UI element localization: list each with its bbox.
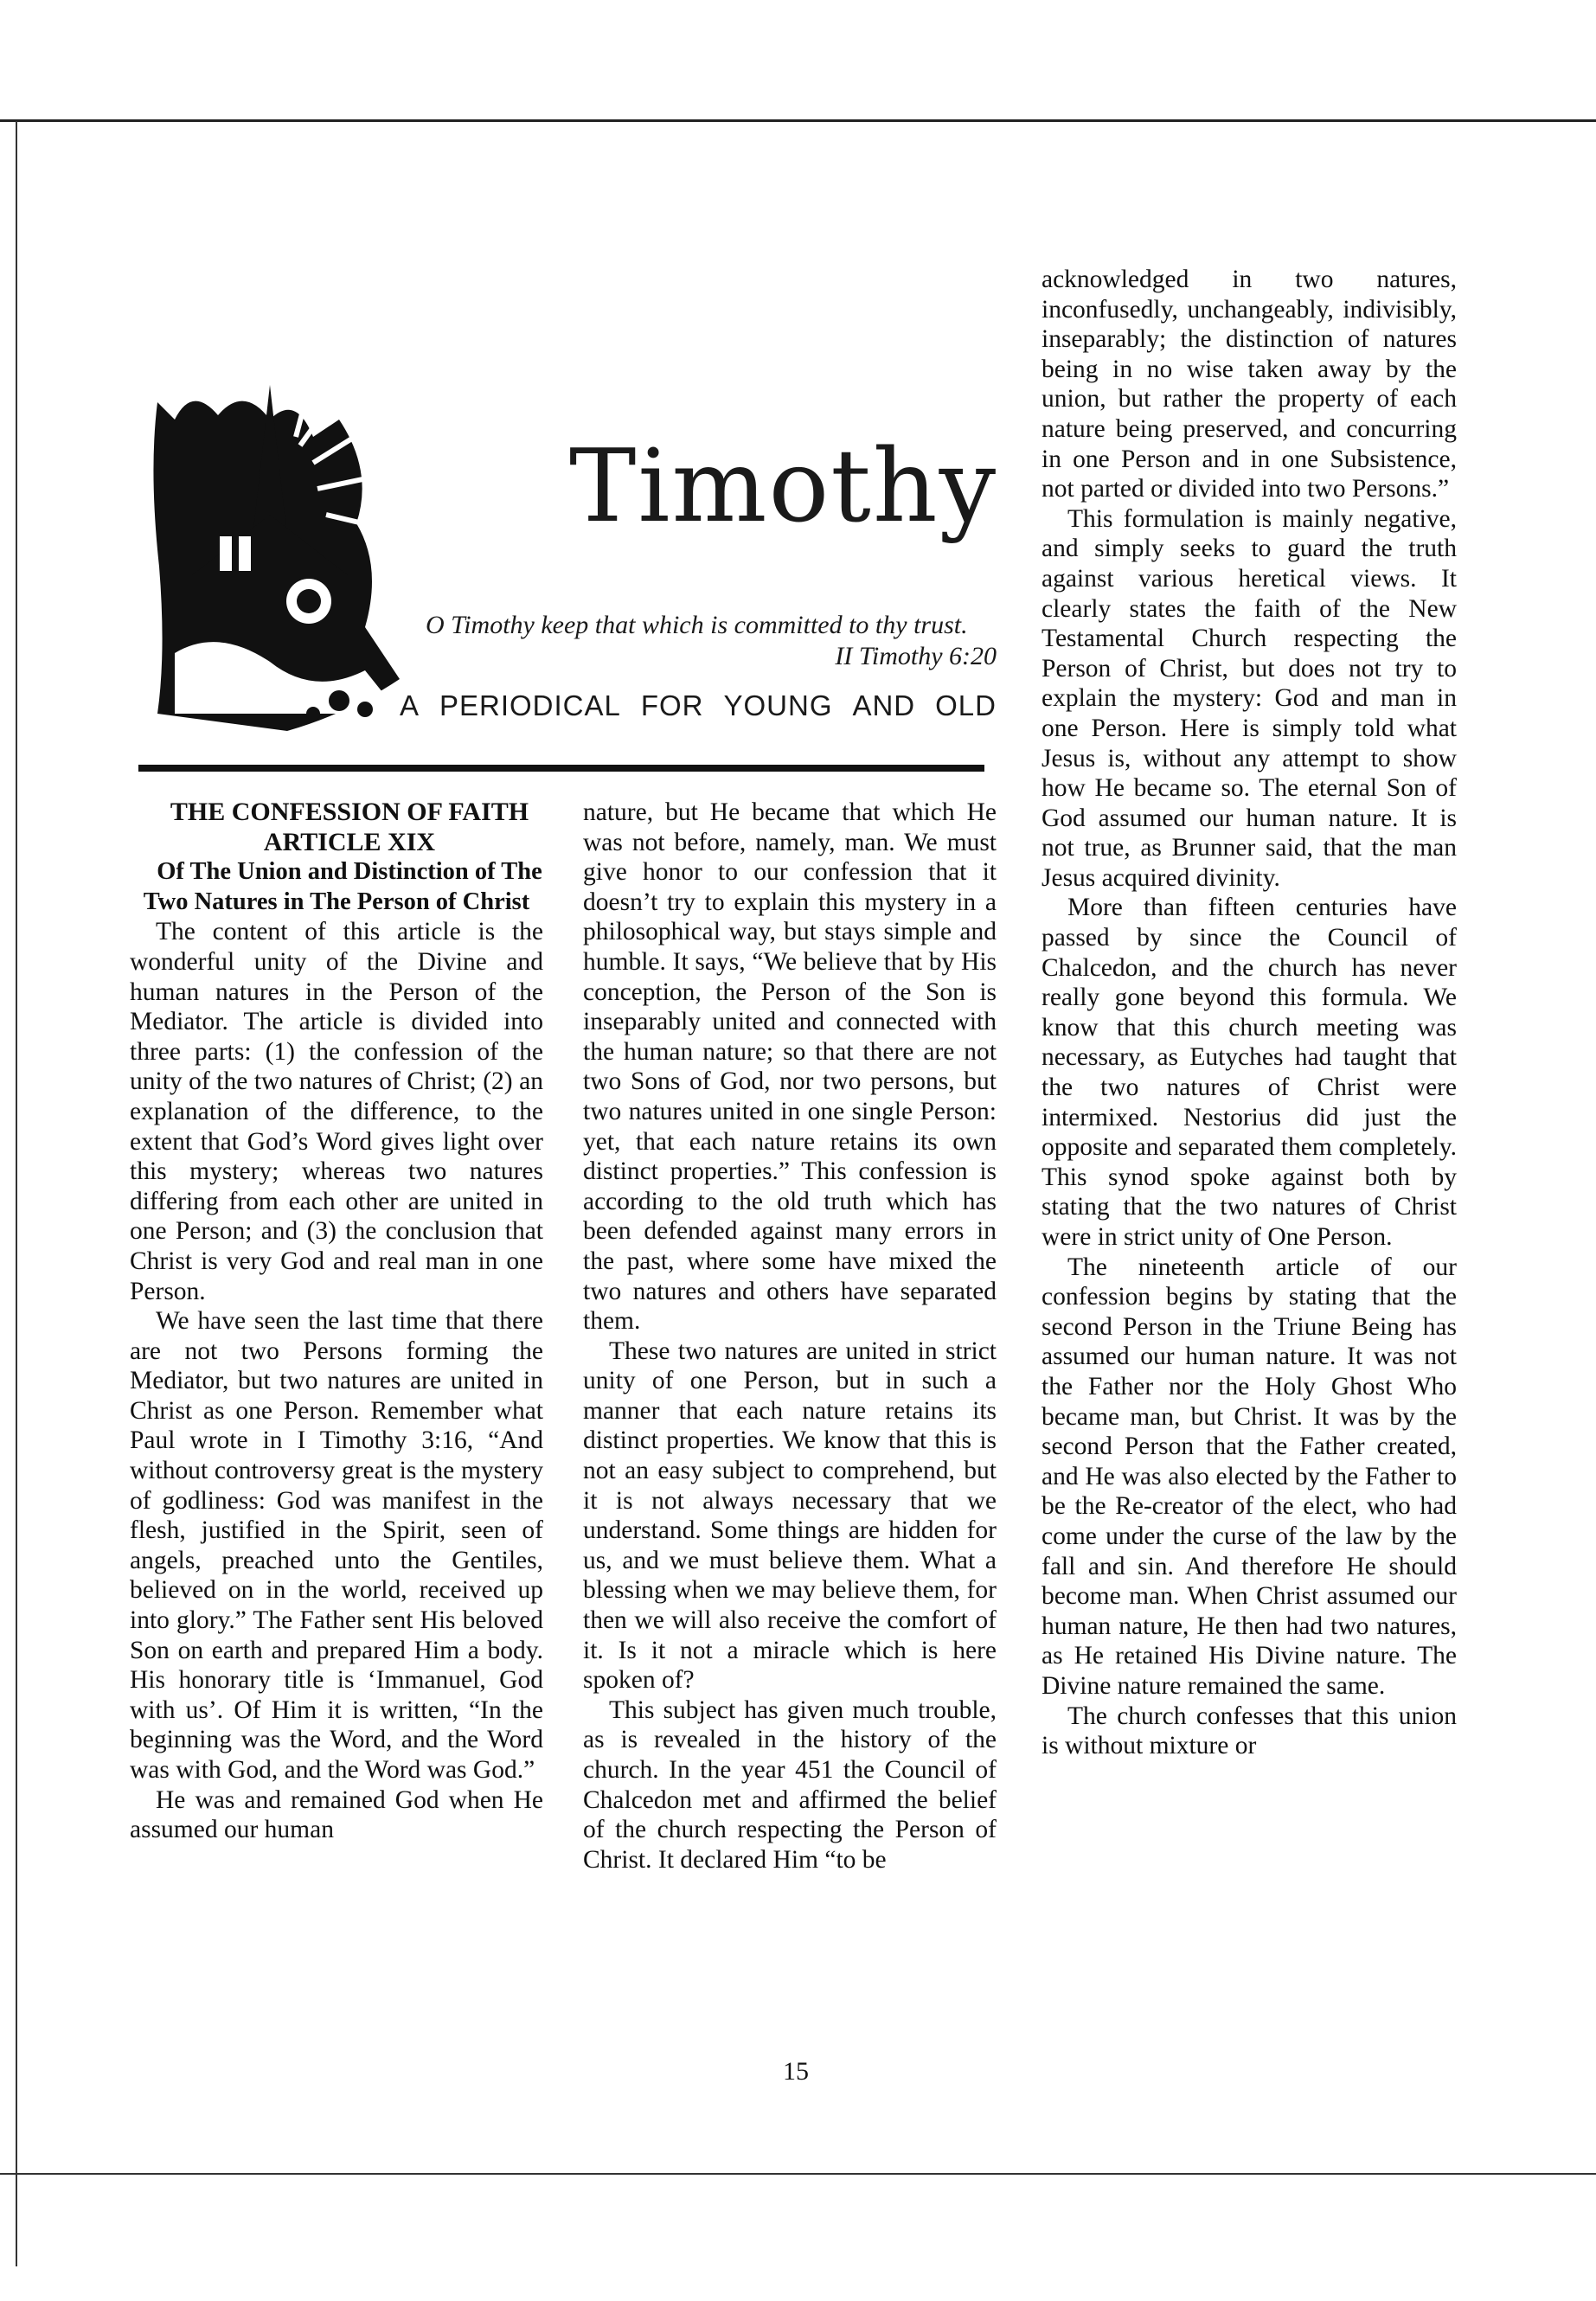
- left-border-line: [16, 121, 17, 2266]
- subtitle-word: OLD: [935, 689, 997, 721]
- paragraph: We have seen the last time that there are not two Persons forming the Mediator, but two natures are united in Christ as one Person. Remember what Paul wrote in I Timothy 3:16, “And without controversy great is the mystery of godliness: God was manifest in the flesh, justified in the Spirit, seen of angels, preached unto the Gentiles, believed on in the world, received up into glory.” The Father sent His beloved Son on earth and prepared Him a body. His honorary title is ‘Immanuel, God with us’. Of Him it is written, “In the beginning was the Word, and the Word was with God, and the Word was God.”: [130, 1307, 543, 1784]
- paragraph: The content of this article is the wonderful unity of the Divine and human natures in the Person of the Mediator. The article is divided into three parts: (1) the confession of the unity of the two natures of Christ; (2) an explanation of the difference, to the extent that God’s Word gives light over this mystery; whereas two natures differing from each other are united in one Person; and (3) the conclusion that Christ is very God and real man in one Person.: [130, 918, 543, 1305]
- text-column-middle: [583, 798, 997, 1875]
- bottom-border-line: [0, 2173, 1596, 2175]
- text-column-left: [130, 798, 543, 1845]
- article-number: ARTICLE XIX: [263, 827, 436, 856]
- subtitle-word: A: [400, 689, 420, 721]
- paragraph: He was and remained God when He assumed our human: [130, 1785, 543, 1844]
- top-border-line: [0, 119, 1596, 122]
- paragraph: The church confesses that this union is without mixture or: [1042, 1702, 1457, 1760]
- masthead-motto: O Timothy keep that which is committed to thy trust.: [426, 611, 968, 639]
- paragraph: The nineteenth article of our confession begins by stating that the second Person in the Triune Being has assumed our human nature. It was not the Father nor the Holy Ghost Who became man, but Christ. It was by the second Person that the Father created, and He was also elected by the Father to be the Re-creator of the elect, who had come under the curse of the law by the fall and sin. And therefore He should become man. When Christ assumed our human nature, He then had two natures, as He retained His Divine nature. The Divine nature remained the same.: [1042, 1253, 1457, 1700]
- text-column-right: [1042, 265, 1457, 1761]
- paragraph: More than fifteen centuries have passed by since the Council of Chalcedon, and the church has never really gone beyond this formula. We know that this church meeting was necessary, as Eutyches had taught that the two natures of Christ were intermixed. Nestorius did just the opposite and separated them completely. This synod spoke against both by stating that the two natures of Christ were in strict unity of One Person.: [1042, 894, 1457, 1251]
- article-heading: THE CONFESSION OF FAITH: [170, 798, 529, 826]
- motto-reference: II Timothy 6:20: [835, 642, 997, 670]
- subtitle-word: AND: [852, 689, 916, 721]
- subtitle-word: FOR: [640, 689, 704, 721]
- paragraph: These two natures are united in strict unity of one Person, but in such a manner that each nature retains its distinct properties. We know that this is not an easy subject to comprehend, but it is not always necessary that we understand. Some things are hidden for us, and we must believe them. What a blessing when we may believe them, for then we will also receive the comfort of it. Is it not a miracle which is here spoken of?: [583, 1336, 997, 1695]
- masthead-rule: [138, 765, 984, 772]
- paragraph: This formulation is mainly negative, and simply seeks to guard the truth against various heretical views. It clearly states the faith of the New Testamental Church respecting the Person of Christ, but does not try to explain the mystery: God and man in one Person. Here is simply told what Jesus is, without any attempt to show how He became so. The eternal Son of God assumed our human nature. It is not true, as Brunner said, that the man Jesus acquired divinity.: [1042, 504, 1457, 892]
- paragraph: acknowledged in two natures, inconfusedly, unchangeably, indivisibly, inseparably; the distinction of natures being in no wise taken away by the union, but rather the property of each nature being preserved, and concurring in one Person and in one Subsistence, not parted or divided into two Persons.”: [1042, 266, 1457, 503]
- article-subheading: Of The Union and Distinction of The Two Natures in The Person of Christ: [143, 858, 542, 915]
- paragraph: nature, but He became that which He was not before, namely, man. We must give honor to our confession that it doesn’t try to explain this mystery in a philosophical way, but stays simple and humble. It says, “We believe that by His conception, the Person of the Son is inseparably united and connected with the human nature; so that there are not two Sons of God, nor two persons, but two natures united in one single Person: yet, that each nature retains its own distinct properties.” This confession is according to the old truth which has been defended against many errors in the past, where some have mixed the two natures and others have separated them.: [583, 798, 997, 1336]
- periodical-subtitle: [400, 689, 997, 722]
- subtitle-word: PERIODICAL: [439, 689, 621, 721]
- church-steeple-logo-icon: [140, 368, 417, 740]
- subtitle-word: YOUNG: [723, 689, 833, 721]
- page-number: 15: [783, 2057, 809, 2086]
- paragraph: This subject has given much trouble, as is revealed in the history of the church. In the year 451 the Council of Chalcedon met and affirmed the belief of the church respecting the Person of Christ. It declared Him “to be: [583, 1695, 997, 1874]
- periodical-title: Timothy: [569, 428, 998, 545]
